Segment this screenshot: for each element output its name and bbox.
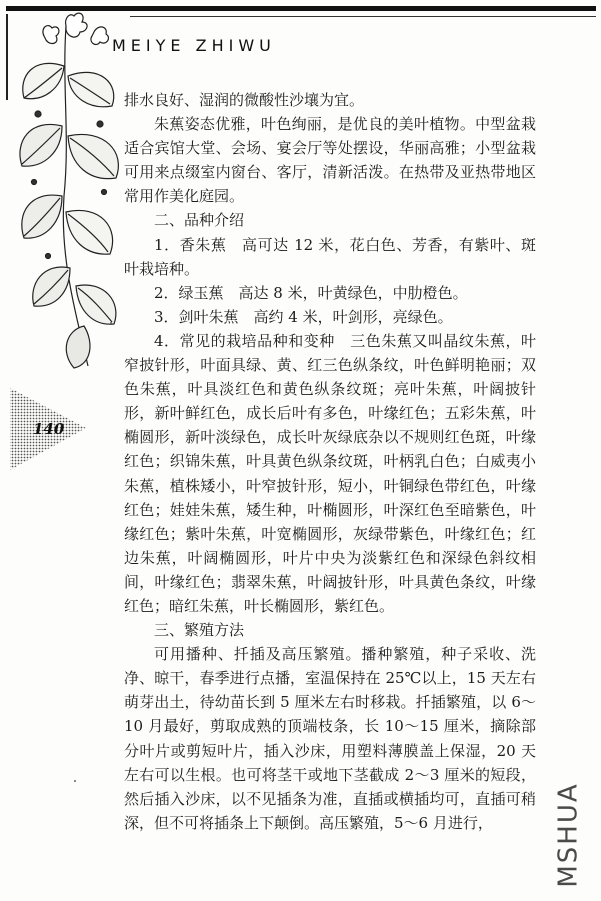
watermark-text: MSHUA <box>553 782 584 888</box>
paragraph-soil: 排水良好、湿润的微酸性沙壤为宜。 <box>124 91 365 109</box>
paragraph-intro: 朱蕉姿态优雅，叶色绚丽，是优良的美叶植物。中型盆栽适合宾馆大堂、会场、宴会厅等处摆设，华丽高雅；小型盆栽可用来点缀室内窗台、客厅，清新活泼。在热带及亚热带地区常用作美化庭园。 <box>124 115 536 206</box>
variety-item-1: 1．香朱蕉 高可达 12 米，花白色、芳香，有紫叶、斑叶栽培种。 <box>124 235 536 278</box>
plant-illustration <box>4 6 144 382</box>
section-heading-varieties: 二、品种介绍 <box>154 211 245 230</box>
paragraph-propagation: 可用播种、扦插及高压繁殖。播种繁殖，种子采收、洗净、晾干，春季进行点播，室温保持在 25℃以上，15 天左右萌芽出土，待幼苗长到 5 厘米左右时移栽。扦插繁殖，以 6～10 月最好，剪取成熟的顶端枝条，长 10～15 厘米，摘除部分叶片或剪短叶片，插入沙床，用塑料薄膜盖上保湿，20 天左右可以生根。也可将茎干或地下茎截成 2～3 厘米的短段，然后插入沙床，以不见插条为准，直插或横插均可，直插可稍深，但不可将插条上下颠倒。高压繁殖，5～6 月进行， <box>124 645 536 832</box>
page-number: 140 <box>33 420 65 438</box>
body-text <box>124 88 536 835</box>
top-rule-thin <box>130 16 596 17</box>
variety-item-4: 4．常见的栽培品种和变种 三色朱蕉又叫晶纹朱蕉，叶窄披针形，叶面具绿、黄、红三色纵条纹，叶色鲜明艳丽；双色朱蕉，叶具淡红色和黄色纵条纹斑；亮叶朱蕉，叶阔披针形，新叶鲜红色，成长后叶有多色，叶缘红色；五彩朱蕉，叶椭圆形，新叶淡绿色，成长叶灰绿底杂以不规则红色斑，叶缘红色；织锦朱蕉，叶具黄色纵条纹斑，叶柄乳白色；白威夷小朱蕉，植株矮小，叶窄披针形，短小，叶铜绿色带红色，叶缘红色；娃娃朱蕉，矮生种，叶椭圆形，叶深红色至暗紫色，叶缘红色；紫叶朱蕉，叶宽椭圆形，灰绿带紫色，叶缘红色；红边朱蕉，叶阔椭圆形，叶片中央为淡紫红色和深绿色斜纹相间，叶缘红色；翡翠朱蕉，叶阔披针形，叶具黄色条纹，叶缘红色；暗红朱蕉，叶长椭圆形，紫红色。 <box>124 331 536 615</box>
section-heading-propagation: 三、繁殖方法 <box>154 621 245 640</box>
scan-speck <box>110 322 112 324</box>
watermark <box>553 780 590 890</box>
variety-item-2: 2．绿玉蕉 高达 8 米，叶黄绿色，中肋橙色。 <box>154 283 468 302</box>
scan-speck <box>74 780 76 782</box>
running-head: MEIYE ZHIWU <box>112 36 276 55</box>
variety-item-3: 3．剑叶朱蕉 高约 4 米，叶剑形，亮绿色。 <box>154 307 453 326</box>
